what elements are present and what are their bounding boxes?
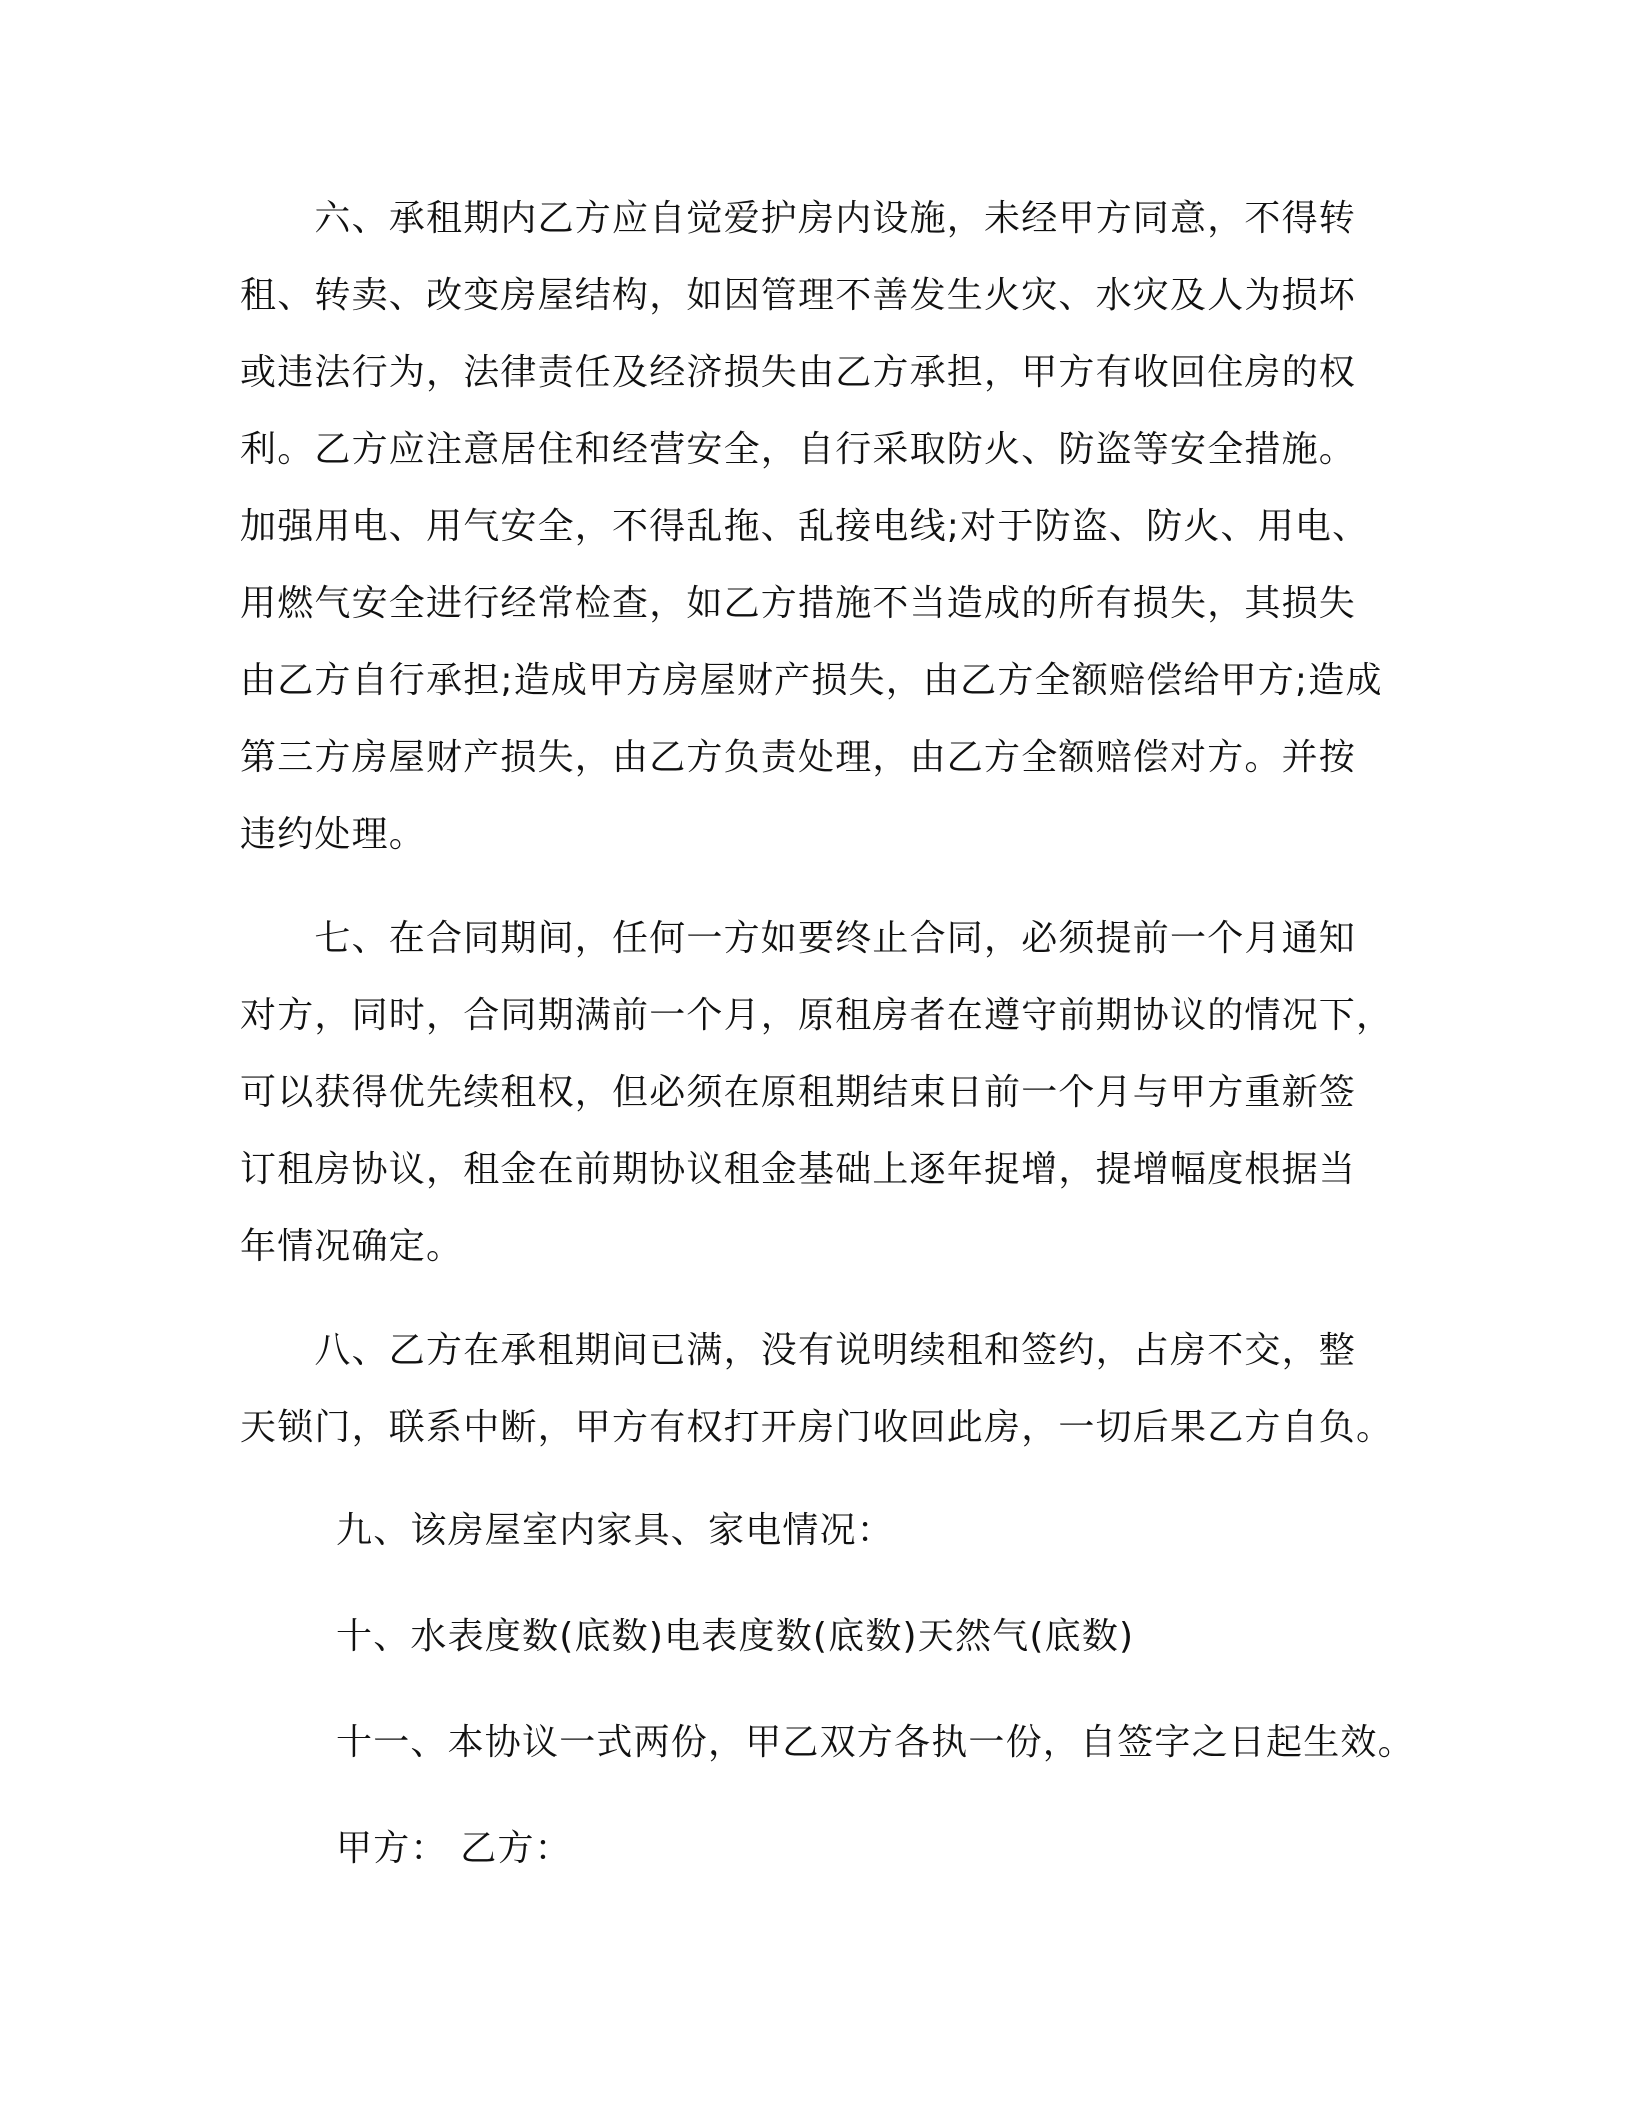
- clause-9-paragraph: 九、该房屋室内家具、家电情况：: [336, 1510, 895, 1551]
- clause-11-paragraph: 十一、本协议一式两份，甲乙双方各执一份，自签字之日起生效。: [336, 1722, 1415, 1763]
- clause-8-paragraph: 八、乙方在承租期间已满，没有说明续租和签约，占房不交，整 天锁门，联系中断，甲方有权打开房门收回此房，一切后果乙方自负。: [240, 1330, 1394, 1448]
- clause-10-paragraph: 十、水表度数(底数)电表度数(底数)天然气(底数): [336, 1616, 1135, 1657]
- signature-line: 甲方： 乙方：: [336, 1828, 572, 1869]
- clause-6-paragraph: 六、承租期内乙方应自觉爱护房内设施，未经甲方同意，不得转 租、转卖、改变房屋结构，如因管理不善发生火灾、水灾及人为损坏 或违法行为，法律责任及经济损失由乙方承担，甲方有收回住房的权 利。乙方应注意居住和经营安全，自行采取防火、防盗等安全措施。 加强用电、用气安全，不得乱拖、乱接电线;对于防盗、防火、用电、 用燃气安全进行经常检查，如乙方措施不当造成的所有损失，其损失 由乙方自行承担;造成甲方房屋财产损失，由乙方全额赔偿给甲方;造成 第三方房屋财产损失，由乙方负责处理，由乙方全额赔偿对方。并按 违约处理。: [240, 198, 1383, 855]
- clause-7-paragraph: 七、在合同期间，任何一方如要终止合同，必须提前一个月通知 对方，同时，合同期满前一个月，原租房者在遵守前期协议的情况下， 可以获得优先续租权，但必须在原租期结束日前一个月与甲方重新签 订租房协议，租金在前期协议租金基础上逐年捉增，提增幅度根据当 年情况确定。: [240, 918, 1394, 1267]
